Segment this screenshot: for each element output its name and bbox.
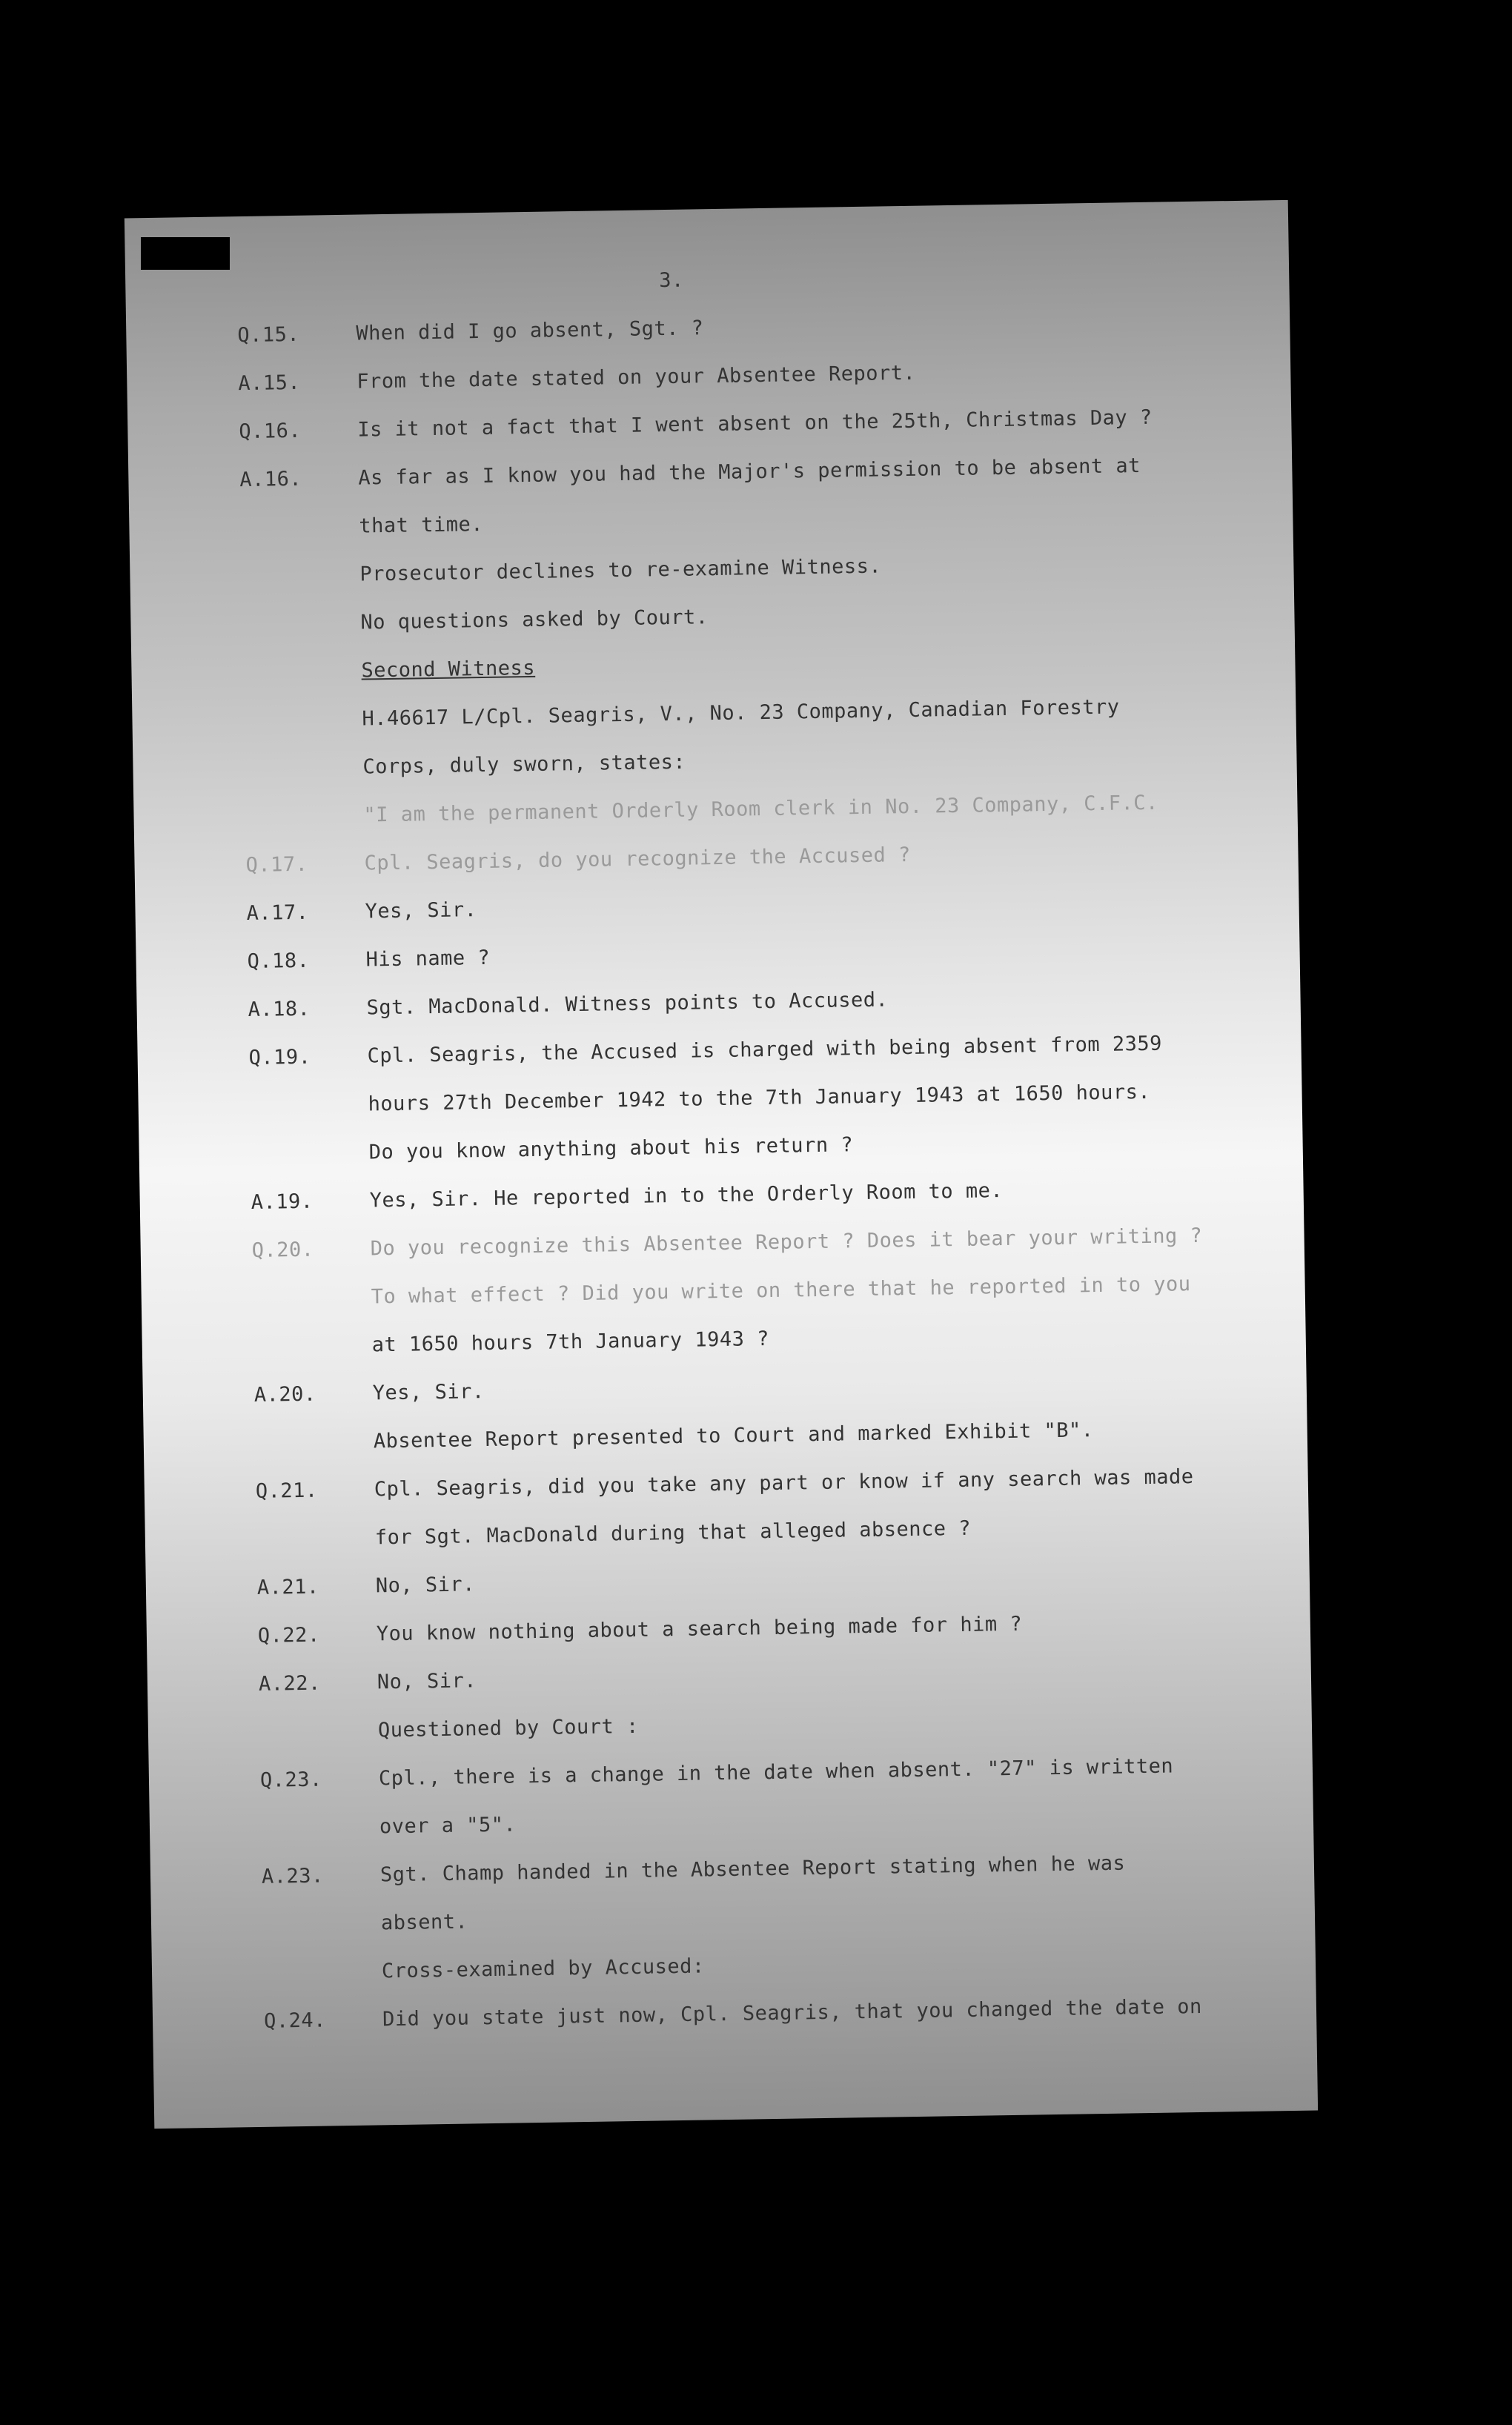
entry-number: Q.19. xyxy=(248,1045,311,1069)
entry-number: A.22. xyxy=(258,1671,321,1696)
entry-text: No, Sir. xyxy=(377,1669,477,1694)
entry-number: Q.24. xyxy=(263,2008,327,2033)
entry-number: A.23. xyxy=(261,1864,325,1888)
entry-text: From the date stated on your Absentee Report. xyxy=(357,361,916,394)
entry-number: A.18. xyxy=(248,997,311,1021)
entry-text: As far as I know you had the Major's permission to be absent at xyxy=(358,454,1141,490)
scan-corner-mark xyxy=(141,237,230,270)
document-page xyxy=(125,200,1318,2129)
entry-number: Q.17. xyxy=(245,852,308,878)
entry-text: Cpl. Seagris, the Accused is charged with being absent from 2359 xyxy=(367,1032,1163,1068)
entry-text: Questioned by Court : xyxy=(377,1714,640,1742)
entry-text: Absentee Report presented to Court and marked Exhibit "B". xyxy=(373,1419,1094,1453)
entry-text: Prosecutor declines to re-examine Witness. xyxy=(359,554,882,586)
entry-text: Cpl., there is a change in the date when absent. "27" is written xyxy=(378,1754,1174,1791)
entry-number: A.21. xyxy=(256,1575,319,1599)
entry-text: When did I go absent, Sgt. ? xyxy=(356,316,704,345)
entry-number: A.15. xyxy=(238,371,301,396)
entry-text: Do you recognize this Absentee Report ? Does it bear your writing ? xyxy=(370,1224,1203,1261)
page-number: 3. xyxy=(659,268,685,293)
entry-text: You know nothing about a search being made for him ? xyxy=(376,1612,1023,1646)
entry-text: that time. xyxy=(359,512,484,538)
entry-text: over a "5". xyxy=(379,1813,517,1839)
entry-number: Q.18. xyxy=(247,949,310,974)
entry-number: A.16. xyxy=(239,467,302,492)
entry-text: "I am the permanent Orderly Room clerk in No. 23 Company, C.F.C. xyxy=(363,791,1158,827)
entry-text: at 1650 hours 7th January 1943 ? xyxy=(371,1327,770,1357)
entry-text: His name ? xyxy=(365,946,491,972)
entry-text: No questions asked by Court. xyxy=(360,606,709,634)
entry-number: A.17. xyxy=(246,900,309,926)
entry-text: Do you know anything about his return ? xyxy=(368,1133,854,1164)
entry-number: A.19. xyxy=(251,1190,314,1214)
entry-number: Q.21. xyxy=(255,1479,318,1503)
entry-text: Yes, Sir. He reported in to the Orderly Room to me. xyxy=(369,1179,1004,1212)
entry-text: Did you state just now, Cpl. Seagris, that you changed the date on xyxy=(382,1994,1203,2031)
entry-text: Cpl. Seagris, do you recognize the Accused ? xyxy=(364,843,911,875)
entry-number: Q.15. xyxy=(237,322,300,348)
entry-text: hours 27th December 1942 to the 7th January 1943 at 1650 hours. xyxy=(368,1080,1151,1116)
entry-text: absent. xyxy=(380,1910,468,1935)
entry-text: Sgt. Champ handed in the Absentee Report stating when he was xyxy=(379,1851,1126,1887)
entry-number: Q.22. xyxy=(257,1623,320,1648)
entry-text: Cross-examined by Accused: xyxy=(381,1954,705,1983)
section-heading: Second Witness xyxy=(361,656,536,683)
entry-text: Corps, duly sworn, states: xyxy=(362,750,686,779)
entry-number: Q.16. xyxy=(239,419,302,444)
entry-text: for Sgt. MacDonald during that alleged absence ? xyxy=(374,1516,972,1550)
entry-text: Yes, Sir. xyxy=(365,898,477,923)
entry-number: Q.23. xyxy=(259,1768,322,1792)
entry-text: To what effect ? Did you write on there that he reported in to you xyxy=(371,1273,1191,1309)
entry-text: Is it not a fact that I went absent on the 25th, Christmas Day ? xyxy=(357,405,1153,442)
entry-number: Q.20. xyxy=(251,1238,314,1262)
entry-text: Sgt. MacDonald. Witness points to Accused. xyxy=(366,988,889,1020)
entry-text: Cpl. Seagris, did you take any part or know if any search was made xyxy=(374,1465,1194,1502)
entry-text: H.46617 L/Cpl. Seagris, V., No. 23 Company, Canadian Forestry xyxy=(362,695,1120,731)
entry-text: No, Sir. xyxy=(375,1573,476,1598)
entry-number: A.20. xyxy=(253,1382,316,1407)
entry-text: Yes, Sir. xyxy=(372,1380,485,1405)
